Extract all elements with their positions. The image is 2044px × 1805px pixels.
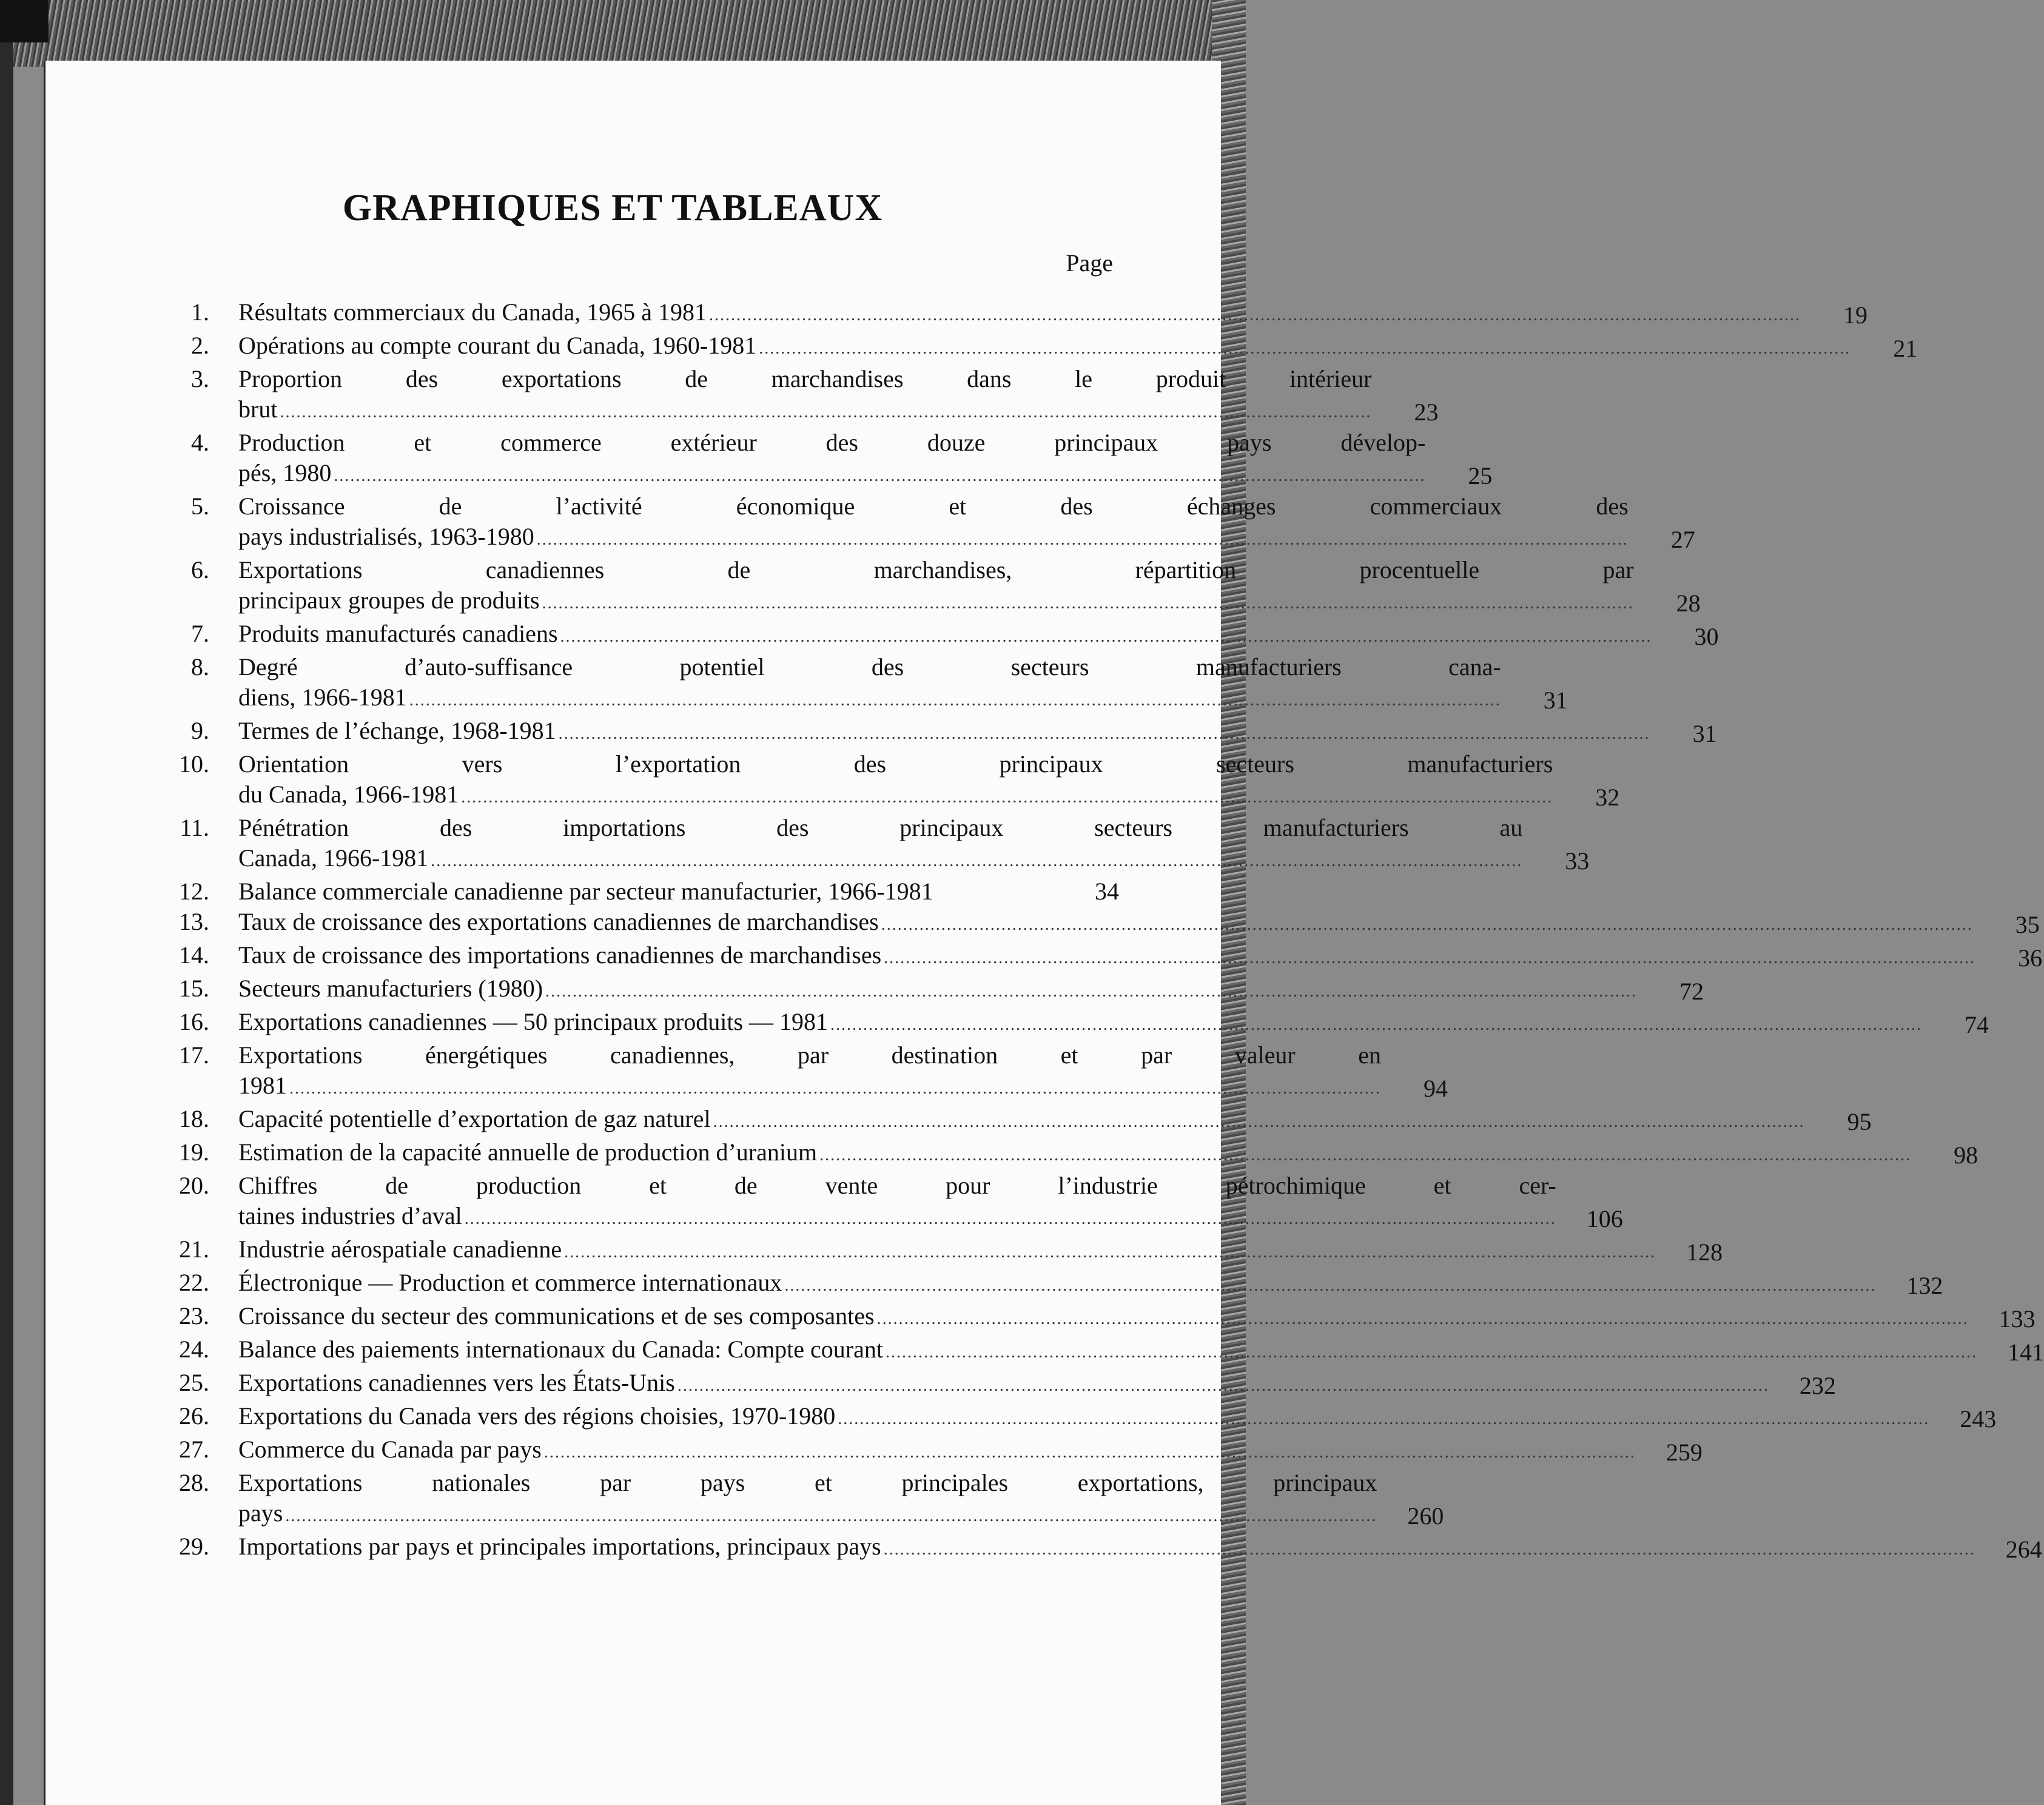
toc-entry — [155, 364, 1439, 428]
toc-entry-title-line: 1981 — [238, 1072, 287, 1099]
toc-entry-page: 33 — [1565, 847, 1590, 875]
toc-entry-title — [209, 1401, 1929, 1434]
toc-entry — [155, 652, 1568, 716]
toc-entry-title-line: Croissance de l’activité économique et des échanges commerciaux des — [238, 492, 1629, 520]
toc-entry-title-line: Exportations canadiennes de marchandises, répartition procentuelle par — [238, 556, 1634, 583]
toc-entry — [155, 940, 2043, 973]
scan-left-border — [0, 0, 13, 1805]
dot-leader: ........................................................................................................................................................................................................ — [280, 403, 1372, 422]
dot-leader: ........................................................................................................................................................................................................ — [464, 1209, 1556, 1228]
toc-entry-title-line: Croissance du secteur des communications et de ses composantes — [238, 1302, 875, 1329]
dot-leader: ........................................................................................................................................................................................................ — [819, 1146, 1912, 1165]
toc-entry-title-line: Exportations canadiennes vers les États-Unis — [238, 1369, 675, 1396]
toc-entry — [155, 1468, 1444, 1531]
toc-entry — [155, 1334, 2044, 1368]
dot-leader: ........................................................................................................................................................................................................ — [759, 339, 1851, 358]
toc-entry-number: 14. — [179, 941, 209, 969]
toc-entry-number: 16. — [179, 1008, 209, 1035]
toc-entry-title-line: Estimation de la capacité annuelle de production d’uranium — [238, 1138, 818, 1166]
toc-entry-number: 1. — [191, 298, 209, 326]
toc-entry-page: 260 — [1407, 1502, 1444, 1530]
dot-leader: ........................................................................................................................................................................................................ — [409, 691, 1501, 710]
toc-entry-page: 128 — [1686, 1239, 1723, 1266]
toc-entry-number: 15. — [179, 975, 209, 1002]
toc-entry-title — [209, 1137, 1911, 1171]
toc-entry-title — [209, 364, 1371, 428]
toc-entry-page: 35 — [2015, 911, 2040, 938]
toc-entry — [155, 491, 1695, 555]
toc-entry-title-line: Orientation vers l’exportation des principaux secteurs manufacturiers — [238, 750, 1553, 778]
dot-leader: ........................................................................................................................................................................................................ — [709, 306, 1801, 324]
toc-entry-number: 23. — [179, 1302, 209, 1329]
toc-entry-page: 232 — [1799, 1372, 1836, 1399]
toc-entry-number: 5. — [191, 492, 209, 520]
dot-leader: ........................................................................................................................................................................................................ — [461, 788, 1553, 807]
dot-leader: ........................................................................................................................................................................................................ — [560, 627, 1652, 646]
toc-entry-title-line: Degré d’auto-suffisance potentiel des secteurs manufacturiers cana- — [238, 653, 1501, 681]
toc-entry-title — [209, 1468, 1377, 1531]
toc-entry-page: 259 — [1666, 1439, 1703, 1466]
toc-entry-title-line: Termes de l’échange, 1968-1981 — [238, 717, 556, 744]
toc-entry-page: 133 — [1999, 1305, 2036, 1333]
toc-entry-number: 21. — [179, 1235, 209, 1263]
toc-entry-page: 31 — [1543, 687, 1568, 714]
toc-entry — [155, 716, 1717, 749]
toc-entry-title-line: Capacité potentielle d’exportation de gaz naturel — [238, 1105, 711, 1132]
toc-entry-title — [209, 1434, 1636, 1468]
toc-entry-title — [209, 331, 1851, 364]
toc-entry — [155, 1434, 1703, 1468]
dot-leader: ........................................................................................................................................................................................................ — [876, 1309, 1969, 1328]
toc-entry-page: 27 — [1670, 526, 1695, 553]
toc-entry-page: 106 — [1586, 1205, 1623, 1232]
toc-entry-title-line: Commerce du Canada par pays — [238, 1436, 542, 1463]
toc-entry-title-line: Balance des paiements internationaux du Canada: Compte courant — [238, 1336, 883, 1363]
dot-leader: ........................................................................................................................................................................................................ — [334, 466, 1426, 485]
toc-entry-page: 25 — [1468, 462, 1493, 489]
toc-entry-title — [209, 619, 1652, 652]
toc-entry-title — [209, 1334, 1977, 1368]
dot-leader: ........................................................................................................................................................................................................ — [285, 1507, 1377, 1525]
toc-entry-page: 34 — [1095, 878, 1119, 905]
dot-leader: ........................................................................................................................................................................................................ — [883, 1540, 1975, 1559]
dot-leader: ........................................................................................................................................................................................................ — [881, 915, 1973, 934]
toc-entry-title — [209, 1531, 1975, 1565]
toc-entry-number: 3. — [191, 365, 209, 392]
toc-entry-title-line: Taux de croissance des importations canadiennes de marchandises — [238, 941, 882, 969]
toc-entry-number: 18. — [179, 1105, 209, 1132]
dot-leader: ........................................................................................................................................................................................................ — [713, 1112, 1805, 1131]
toc-entry-number: 8. — [191, 653, 209, 681]
toc-entry-title-line: Importations par pays et principales importations, principaux pays — [238, 1533, 881, 1560]
toc-entry-number: 17. — [179, 1041, 209, 1069]
toc-entry-title — [209, 1104, 1805, 1137]
toc-entry-number: 2. — [191, 332, 209, 359]
toc-entry-title-line: pés, 1980 — [238, 459, 332, 486]
toc-entry-number: 22. — [179, 1269, 209, 1296]
toc-entry-page: 23 — [1414, 398, 1439, 426]
toc-entry-number: 10. — [179, 750, 209, 778]
toc-entry-title-line: du Canada, 1966-1981 — [238, 781, 459, 808]
toc-entry-page: 74 — [1965, 1011, 1989, 1038]
toc-entry-page: 31 — [1692, 720, 1717, 747]
toc-entry-title-line: brut — [238, 395, 278, 423]
toc-entry-page: 19 — [1843, 301, 1868, 329]
toc-entry-title-line: Produits manufacturés canadiens — [238, 620, 558, 647]
toc-entry-page: 30 — [1694, 623, 1719, 650]
toc-entry — [155, 1137, 1978, 1171]
toc-entry-number: 25. — [179, 1369, 209, 1396]
toc-entry — [155, 428, 1493, 491]
dot-leader: ........................................................................................................................................................................................................ — [545, 982, 1638, 1001]
toc-entry-page: 36 — [2018, 944, 2043, 972]
dot-leader: ........................................................................................................................................................................................................ — [677, 1376, 1769, 1395]
toc-entry-title-line: Exportations nationales par pays et principales exportations, principaux — [238, 1469, 1377, 1496]
toc-entry — [155, 555, 1701, 619]
scan-corner-mark — [0, 0, 49, 42]
toc-entry-number: 7. — [191, 620, 209, 647]
document-page — [44, 61, 2044, 1805]
toc-entry-title — [209, 749, 1553, 813]
toc-entry-page: 21 — [1893, 335, 1918, 362]
dot-leader: ........................................................................................................................................................................................................ — [558, 724, 1650, 743]
toc-entry-title-line: Balance commerciale canadienne par secteur manufacturier, 1966-1981 — [238, 878, 933, 905]
dot-leader: ........................................................................................................................................................................................................ — [838, 1410, 1930, 1428]
toc-entry-number: 20. — [179, 1172, 209, 1199]
toc-entry-title-line: diens, 1966-1981 — [238, 684, 407, 711]
toc-entry-title — [209, 1268, 1876, 1301]
toc-entry-title-line: Électronique — Production et commerce internationaux — [238, 1269, 782, 1296]
toc-entry-title-line: Résultats commerciaux du Canada, 1965 à 1981 — [238, 298, 707, 326]
toc-entry — [155, 813, 1590, 876]
dot-leader: ........................................................................................................................................................................................................ — [886, 1343, 1977, 1362]
toc-entry-page: 94 — [1424, 1075, 1448, 1102]
dot-leader: ........................................................................................................................................................................................................ — [431, 852, 1523, 870]
toc-entry — [155, 297, 1868, 331]
toc-entry-title — [209, 940, 1975, 973]
toc-entry-title-line: pays industrialisés, 1963-1980 — [238, 523, 534, 550]
scan-top-border — [0, 0, 1246, 67]
toc-entry-title — [209, 813, 1522, 876]
toc-entry-title — [209, 716, 1650, 749]
toc-entry-title-line: Secteurs manufacturiers (1980) — [238, 975, 543, 1002]
toc-entry — [155, 973, 1704, 1007]
dot-leader: ........................................................................................................................................................................................................ — [543, 1443, 1636, 1462]
toc-entry — [155, 1234, 1723, 1268]
dot-leader: ........................................................................................................................................................................................................ — [536, 530, 1629, 549]
toc-entry-number: 28. — [179, 1469, 209, 1496]
toc-entry — [155, 1531, 2042, 1565]
toc-entry-page: 72 — [1679, 978, 1704, 1005]
toc-entry-title-line: Canada, 1966-1981 — [238, 844, 429, 872]
toc-entry-title — [209, 876, 1052, 907]
toc-entry — [155, 1301, 2036, 1334]
toc-entry-number: 19. — [179, 1138, 209, 1166]
toc-entry-title — [209, 491, 1629, 555]
toc-entry-title-line: taines industries d’aval — [238, 1202, 462, 1229]
toc-entry — [155, 876, 1119, 907]
toc-entry — [155, 1040, 1448, 1104]
toc-entry-title-line: pays — [238, 1499, 283, 1527]
toc-entry-number: 6. — [191, 556, 209, 583]
toc-entry-title-line: Chiffres de production et de vente pour l’industrie pétrochimique et cer- — [238, 1172, 1556, 1199]
toc-entry — [155, 1268, 1943, 1301]
toc-entry-title — [209, 907, 1973, 940]
toc-entry — [155, 1171, 1623, 1234]
toc-entry-title-line: Pénétration des importations des principaux secteurs manufacturiers au — [238, 814, 1523, 841]
toc-entry-number: 26. — [179, 1402, 209, 1430]
toc-entry-title-line: Opérations au compte courant du Canada, 1960-1981 — [238, 332, 757, 359]
toc-entry-page: 141 — [2008, 1339, 2044, 1366]
toc-entry-title — [209, 1171, 1556, 1234]
toc-entry-page: 32 — [1595, 784, 1620, 811]
page-column-header: Page — [1066, 249, 1113, 277]
toc-entry-number: 27. — [179, 1436, 209, 1463]
toc-entry-title-line: Exportations canadiennes — 50 principaux produits — 1981 — [238, 1008, 829, 1035]
toc-entry — [155, 1368, 1836, 1401]
toc-entry-page: 264 — [2005, 1536, 2042, 1563]
toc-entry-title — [209, 297, 1801, 331]
toc-entry-page: 98 — [1954, 1141, 1978, 1169]
toc-entry-title-line: Proportion des exportations de marchandises dans le produit intérieur — [238, 365, 1372, 392]
toc-entry-title-line: Exportations énergétiques canadiennes, par destination et par valeur en — [238, 1041, 1381, 1069]
dot-leader: ........................................................................................................................................................................................................ — [830, 1015, 1923, 1034]
toc-entry-title — [209, 1368, 1769, 1401]
toc-entry-number: 12. — [179, 878, 209, 905]
toc-entry-title — [209, 1007, 1922, 1040]
toc-entry-number: 11. — [180, 814, 209, 841]
toc-entry-page: 243 — [1960, 1405, 1997, 1433]
toc-entry-title — [209, 1301, 1969, 1334]
toc-entry-page: 132 — [1906, 1272, 1943, 1299]
toc-entry-title-line: principaux groupes de produits — [238, 587, 540, 614]
toc-entry-title-line: Industrie aérospatiale canadienne — [238, 1235, 562, 1263]
toc-entry-title — [209, 428, 1425, 491]
dot-leader: ........................................................................................................................................................................................................ — [289, 1079, 1381, 1098]
toc-entry-page: 95 — [1847, 1108, 1872, 1135]
toc-entry-page: 28 — [1676, 590, 1701, 617]
toc-entry-number: 9. — [191, 717, 209, 744]
toc-entry-title — [209, 1040, 1381, 1104]
toc-entry-title — [209, 652, 1501, 716]
toc-entry — [155, 331, 1918, 364]
table-of-contents — [155, 297, 2044, 1565]
toc-entry-title-line: Exportations du Canada vers des régions choisies, 1970-1980 — [238, 1402, 836, 1430]
toc-entry — [155, 749, 1620, 813]
toc-entry-title — [209, 555, 1634, 619]
toc-entry-number: 4. — [191, 429, 209, 456]
dot-leader: ........................................................................................................................................................................................................ — [564, 1243, 1656, 1262]
toc-entry — [155, 1401, 1997, 1434]
toc-entry-title — [209, 973, 1637, 1007]
toc-entry-number: 24. — [179, 1336, 209, 1363]
toc-entry — [155, 1104, 1872, 1137]
toc-entry-title — [209, 1234, 1656, 1268]
dot-leader: ........................................................................................................................................................................................................ — [784, 1276, 1877, 1295]
toc-entry-title-line: Production et commerce extérieur des douze principaux pays dévelop- — [238, 429, 1426, 456]
toc-entry — [155, 1007, 1989, 1040]
toc-entry-title-line: Taux de croissance des exportations canadiennes de marchandises — [238, 908, 879, 935]
toc-entry-number: 13. — [179, 908, 209, 935]
dot-leader: ........................................................................................................................................................................................................ — [884, 949, 1976, 967]
toc-entry — [155, 907, 2040, 940]
page-title: GRAPHIQUES ET TABLEAUX — [342, 187, 883, 229]
toc-entry — [155, 619, 1719, 652]
dot-leader: ........................................................................................................................................................................................................ — [542, 594, 1634, 613]
toc-entry-number: 29. — [179, 1533, 209, 1560]
